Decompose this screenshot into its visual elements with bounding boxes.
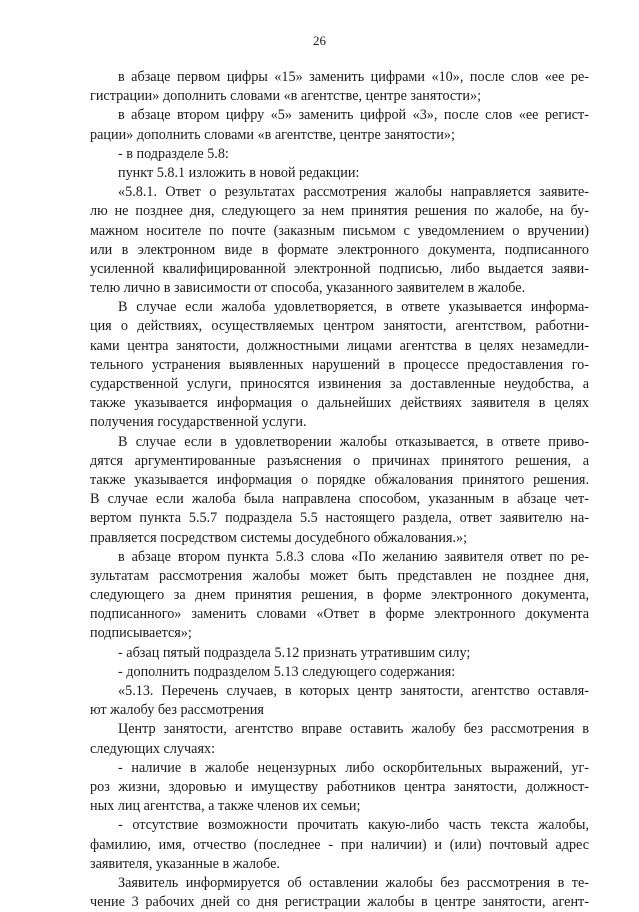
- text-line: следующего за днем принятия решения, в форме электронного документа,: [90, 587, 589, 604]
- text-line: - в подразделе 5.8:: [118, 145, 229, 162]
- text-line: дятся аргументированные разъяснения о причинах принятого решения, а: [90, 452, 589, 469]
- text-line: мажном носителе по почте (заказным письмом с уведомлением о вручении): [90, 222, 589, 239]
- text-line: В случае если жалоба удовлетворяется, в ответе указывается информа-: [118, 299, 589, 316]
- text-line: следующих случаях:: [90, 740, 216, 757]
- text-line: - наличие в жалобе нецензурных либо оскорбительных выражений, уг-: [118, 759, 589, 776]
- text-line: - отсутствие возможности прочитать какую-либо часть текста жалобы,: [118, 817, 589, 834]
- text-line: правляется посредством системы досудебного обжалования.»;: [90, 529, 468, 546]
- text-line: фамилию, имя, отчество (последнее - при наличии) и (или) почтовый адрес: [90, 836, 589, 853]
- text-line: зультатам рассмотрения жалобы может быть представлен не позднее дня,: [90, 567, 589, 584]
- text-line: подписывается»;: [90, 625, 192, 642]
- text-line: телю лично в зависимости от способа, указанного заявителем в жалобе.: [90, 280, 526, 297]
- text-line: пункт 5.8.1 изложить в новой редакции:: [118, 164, 360, 181]
- text-line: подписанного» заменить словами «Ответ в форме электронного документа: [90, 606, 589, 623]
- text-line: вертом пункта 5.5.7 подраздела 5.5 настоящего раздела, ответ заявителю на-: [90, 510, 589, 527]
- text-line: тельного устранения выявленных нарушений в процессе предоставления го-: [90, 356, 589, 373]
- text-line: в абзаце первом цифры «15» заменить цифрами «10», после слов «ее ре-: [118, 69, 589, 85]
- text-line: в абзаце втором цифру «5» заменить цифрой «3», после слов «ее регист-: [118, 107, 589, 124]
- text-line: также указывается информация о дальнейших действиях заявителя в целях: [90, 395, 589, 412]
- text-line: «5.8.1. Ответ о результатах рассмотрения жалобы направляется заявите-: [118, 184, 589, 201]
- text-line: чение 3 рабочих дней со дня регистрации жалобы в центре занятости, агент-: [90, 894, 589, 911]
- text-line: роз жизни, здоровью и имуществу работников центра занятости, должност-: [90, 778, 589, 795]
- page-number: 26: [313, 33, 326, 48]
- text-line: в абзаце втором пункта 5.8.3 слова «По желанию заявителя ответ по ре-: [118, 548, 589, 565]
- text-line: усиленной квалифицированной электронной подписью, либо выдается заяви-: [90, 260, 589, 277]
- text-line: ют жалобу без рассмотрения: [90, 702, 264, 719]
- text-line: В случае если в удовлетворении жалобы отказывается, в ответе приво-: [118, 433, 589, 450]
- text-line: ками центра занятости, должностными лицами агентства в целях незамедли-: [90, 337, 589, 354]
- text-line: В случае если жалоба была направлена способом, указанным в абзаце чет-: [90, 491, 589, 508]
- document-body: [90, 68, 589, 912]
- text-line: заявителя, указанные в жалобе.: [90, 855, 280, 872]
- text-line: получения государственной услуги.: [90, 414, 307, 431]
- text-line: гистрации» дополнить словами «в агентстве, центре занятости»;: [90, 88, 482, 105]
- text-line: лю не позднее дня, следующего за нем принятия решения по жалобе, на бу-: [90, 203, 589, 220]
- text-line: «5.13. Перечень случаев, в которых центр занятости, агентство оставля-: [118, 683, 589, 699]
- text-line: ных лиц агентства, а также членов их семьи;: [90, 798, 361, 815]
- text-line: ция о действиях, осуществляемых центром занятости, агентством, работни-: [90, 318, 589, 335]
- text-line: или в электронном виде в формате электронного документа, подписанного: [90, 241, 589, 258]
- text-line: Заявитель информируется об оставлении жалобы без рассмотрения в те-: [118, 874, 589, 891]
- text-line: Центр занятости, агентство вправе оставить жалобу без рассмотрения в: [118, 721, 589, 738]
- text-line: сударственной услуги, приносятся извинения за доставленные неудобства, а: [90, 376, 589, 392]
- text-line: - дополнить подразделом 5.13 следующего содержания:: [118, 663, 456, 680]
- text-line: также указывается информация о порядке обжалования принятого решения.: [90, 471, 589, 488]
- text-line: - абзац пятый подраздела 5.12 признать утратившим силу;: [118, 644, 471, 661]
- text-line: рации» дополнить словами «в агентстве, центре занятости»;: [90, 126, 455, 143]
